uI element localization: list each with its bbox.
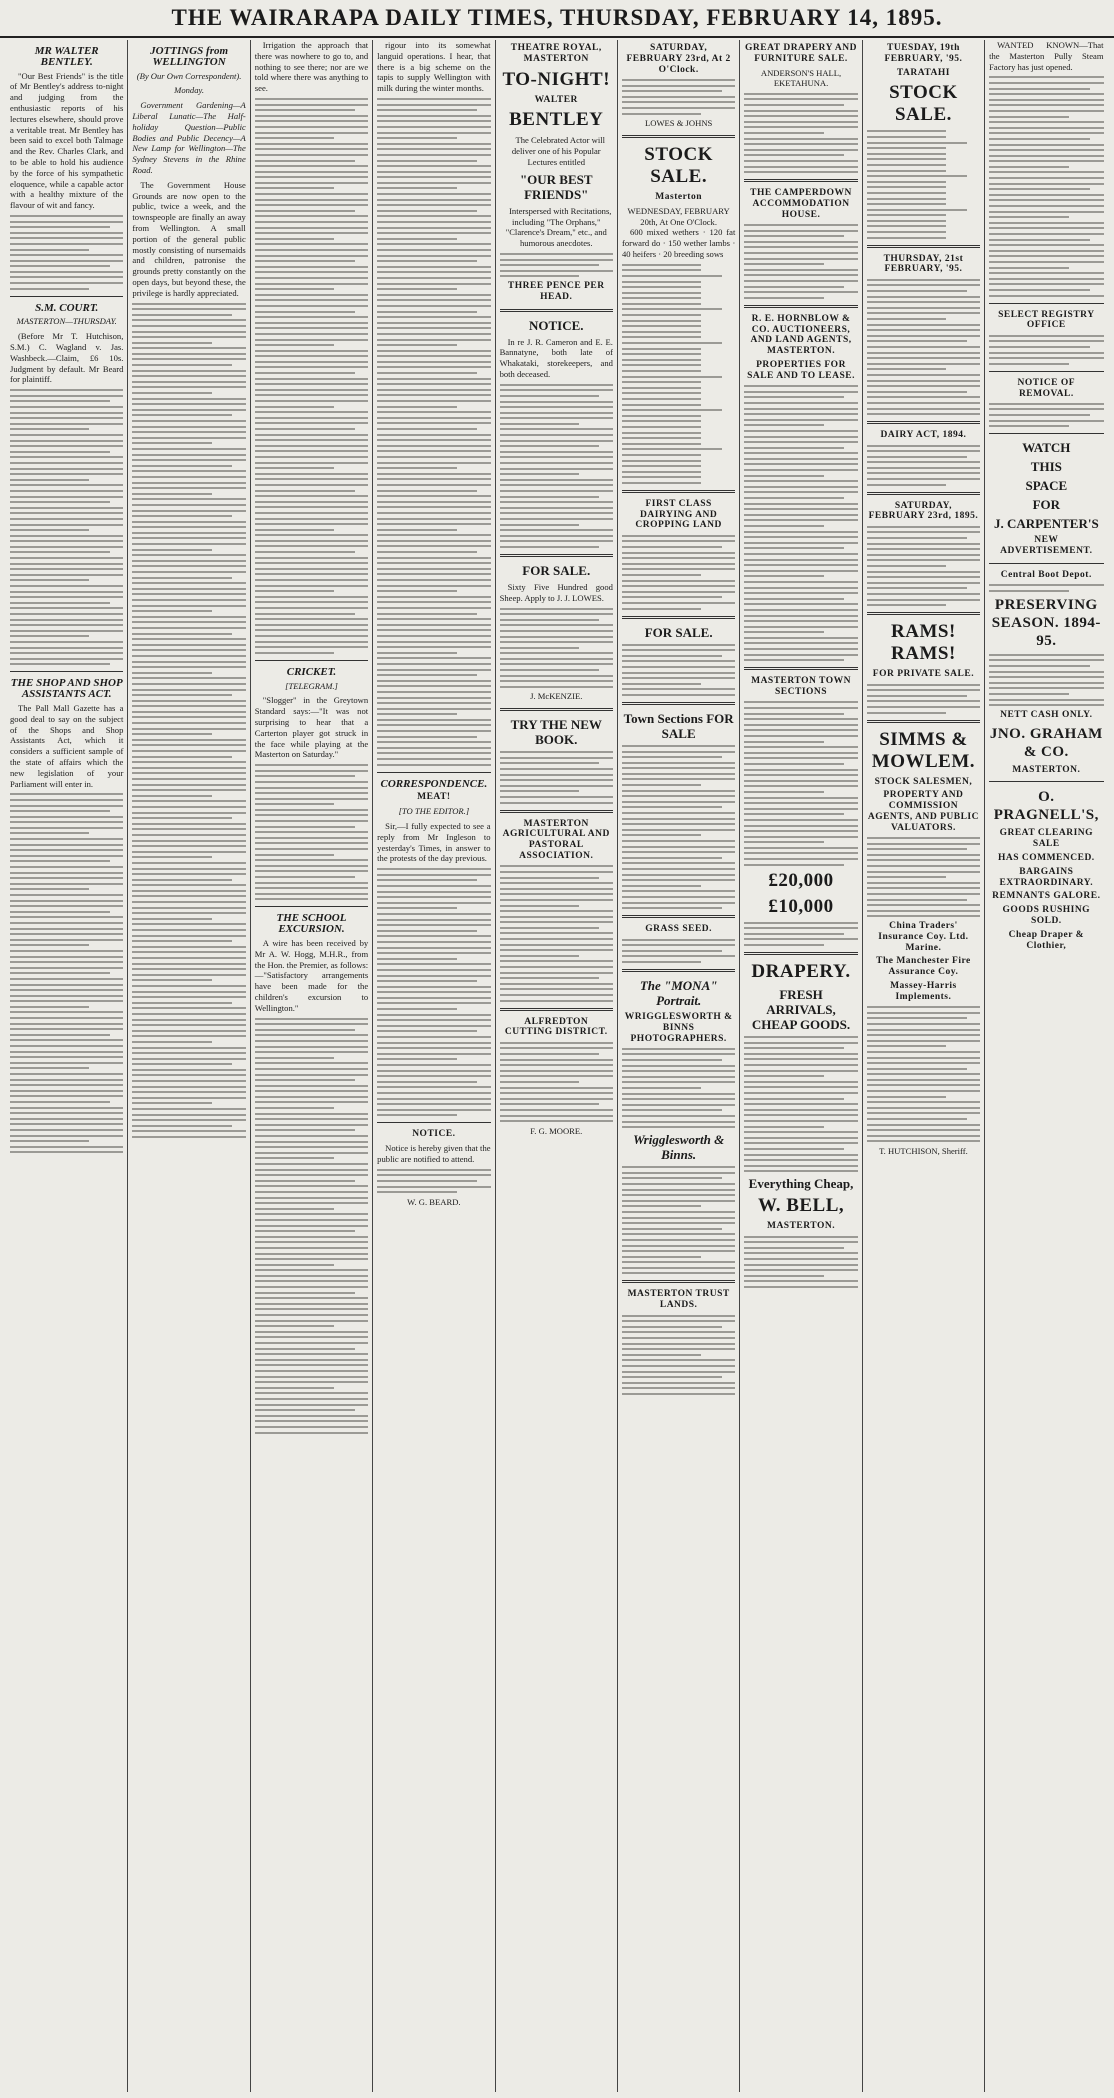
col7-top: GREAT DRAPERY AND FURNITURE SALE. <box>745 43 858 64</box>
col8-text-block-4 <box>867 526 980 606</box>
col9-wanted-known: WANTED KNOWN—That the Masterton Pully Steam Factory has just opened. <box>989 40 1104 72</box>
col7-w-bell: W. BELL, <box>757 1195 845 1217</box>
col8-text-block-2 <box>867 279 980 415</box>
col5-for-sale: FOR SALE. <box>522 562 591 578</box>
col9-carpenters: J. CARPENTER'S <box>993 516 1099 532</box>
col8-sheriff: T. HUTCHISON, Sheriff. <box>879 1146 968 1157</box>
col2-body-1: Government Gardening—A Liberal Lunatic—The Half-holiday Question—Public Bodies and Public Decency—A New Lamp for Wellington—The Sydney Stevens in the Rhine Road. <box>132 100 246 175</box>
col7-text-block-3 <box>744 701 857 865</box>
col5-bentley: BENTLEY <box>509 109 604 131</box>
col6-wrigglesworth: Wrigglesworth & Binns. <box>633 1132 725 1163</box>
col4-signature: W. G. BEARD. <box>407 1196 461 1207</box>
col3-body-3: A wire has been received by Mr A. W. Hogg, M.H.R., from the Hon. the Premier, as follows:—"Satisfactory arrangements have been made for the children's excursion to Wellington." <box>254 937 369 1013</box>
col4-heading-2: CORRESPONDENCE. <box>380 777 488 790</box>
col1-text-block-1 <box>10 215 123 290</box>
column-1 <box>6 40 128 2092</box>
col2-text-block <box>132 303 245 1138</box>
col4-heading-3: NOTICE. <box>412 1129 456 1140</box>
col9-this: THIS <box>1030 459 1062 475</box>
masthead <box>0 0 1114 38</box>
col8-manchester: The Manchester Fire Assurance Coy. <box>876 956 971 978</box>
col9-remnants: REMNANTS GALORE. <box>992 891 1101 902</box>
col7-loan-20000: £20,000 <box>768 869 834 891</box>
col1-text-block-3 <box>10 793 123 1153</box>
col4-body-1: rigour into its somewhat languid operations. I hear, that there is a big scheme on the tapis to supply Wellington with milk during the winter months. <box>377 40 491 94</box>
col8-text-block-3 <box>867 445 980 486</box>
col6-text-block-4 <box>622 745 735 909</box>
col9-boot-depot: Central Boot Depot. <box>1000 569 1092 580</box>
col3-heading-3: THE SCHOOL EXCURSION. <box>276 912 347 936</box>
col5-walter: WALTER <box>534 94 578 105</box>
col6-text-block-2 <box>622 535 735 610</box>
col5-text-block-4 <box>500 751 613 803</box>
col5-body-1b: Interspersed with Recitations, including "The Orphans," "Clarence's Dream," etc., and humorous anecdotes. <box>505 205 612 249</box>
col9-for: FOR <box>1032 497 1061 513</box>
col5-text-block-1 <box>500 253 613 277</box>
col3-text-block-2 <box>255 764 368 900</box>
col9-commenced: HAS COMMENCED. <box>997 852 1095 863</box>
col1-text-block-2 <box>10 389 123 665</box>
col6-sign-0: LOWES & JOHNS <box>644 118 713 129</box>
col8-dairy-act: DAIRY ACT, 1894. <box>880 430 967 441</box>
col5-alfredton: ALFREDTON CUTTING DISTRICT. <box>504 1016 608 1038</box>
col6-trust-lands: MASTERTON TRUST LANDS. <box>627 1289 730 1311</box>
col9-rushing: GOODS RUSHING SOLD. <box>1002 905 1091 926</box>
col7-hornblow: R. E. HORNBLOW & CO. AUCTIONEERS, AND LAND AGENTS, MASTERTON. <box>750 313 852 357</box>
col5-association: MASTERTON AGRICULTURAL AND PASTORAL ASSOCIATION. <box>502 818 610 861</box>
col5-body-3: Sixty Five Hundred good Sheep. Apply to J. J. LOWES. <box>499 581 613 603</box>
col2-heading-1: JOTTINGS from WELLINGTON <box>150 45 229 68</box>
col8-china-traders: China Traders' Insurance Coy. Ltd. Marine. <box>878 921 969 953</box>
col8-saturday: SATURDAY, FEBRUARY 23rd, 1895. <box>868 500 979 522</box>
column-4 <box>373 40 495 2092</box>
col5-tonight: TO-NIGHT! <box>502 68 611 90</box>
col4-sub-2b: [TO THE EDITOR.] <box>398 806 470 817</box>
col6-date: WEDNESDAY, FEBRUARY 20th, At One O'Clock. <box>627 205 730 227</box>
col1-body-1: "Our Best Friends" is the title of Mr Bentley's address to-night and judging from the enthusiastic reports of his lectures elsewhere, should prove a veritable treat. Mr Bentley has been said to excel both Talmage and the Rev. Charles Clark, and to be able to hold his audience by the force of his sympathetic eloquence, while a capable actor with a healthy mixture of the flavour of wit and fancy. <box>10 70 124 211</box>
col9-text-block-1 <box>989 76 1103 296</box>
col1-heading-1: MR WALTER BENTLEY. <box>34 45 99 68</box>
column-3 <box>251 40 373 2092</box>
col3-heading-2: CRICKET. <box>286 665 337 678</box>
column-9 <box>985 40 1107 2092</box>
col5-text-block-6 <box>500 1042 613 1122</box>
col9-watch: WATCH <box>1022 440 1071 456</box>
col8-text-block-5 <box>867 684 980 714</box>
col9-masterton: MASTERTON. <box>1012 764 1081 775</box>
col1-heading-3: THE SHOP AND SHOP ASSISTANTS ACT. <box>10 677 123 701</box>
col5-text-block-5 <box>500 865 613 1001</box>
col6-text-block-0 <box>622 79 735 115</box>
col8-stock-sale: STOCK SALE. <box>889 82 958 126</box>
col7-venue: ANDERSON'S HALL, EKETAHUNA. <box>760 67 842 89</box>
col4-text-block-3 <box>377 1169 490 1193</box>
col7-town-sections: MASTERTON TOWN SECTIONS <box>751 676 851 698</box>
column-8 <box>863 40 985 2092</box>
col8-rams: RAMS! RAMS! <box>891 621 956 665</box>
column-5 <box>496 40 618 2092</box>
col9-new-advt: NEW ADVERTISEMENT. <box>1000 535 1093 557</box>
col4-body-3: Notice is hereby given that the public are notified to attend. <box>377 1143 491 1164</box>
col7-fresh-arrivals: FRESH ARRIVALS, CHEAP GOODS. <box>751 987 851 1033</box>
col5-price: THREE PENCE PER HEAD. <box>507 280 605 302</box>
col6-location: Masterton <box>655 191 702 202</box>
col7-loan-10000: £10,000 <box>768 895 834 917</box>
col7-text-block-4 <box>744 922 857 946</box>
col9-text-block-2 <box>989 335 1103 365</box>
col5-lecture-title: "OUR BEST FRIENDS" <box>519 171 593 202</box>
col5-text-block-3 <box>500 608 613 688</box>
col4-body-2: Sir,—I fully expected to see a reply from Mr Ingleson to yesterday's Times, in answer to the protests of the day previous. <box>377 821 491 864</box>
col3-body-1: Irrigation the approach that there was nowhere to go to, and nothing to see there; nor are we told where there was anything to see. <box>254 40 369 94</box>
col6-grass-seed: GRASS SEED. <box>645 924 713 935</box>
col7-everything-cheap: Everything Cheap, <box>748 1176 854 1192</box>
col6-text-block-6 <box>622 1048 735 1128</box>
col8-top: TUESDAY, 19th FEBRUARY, '95. <box>884 43 963 64</box>
col6-top: SATURDAY, FEBRUARY 23rd, At 2 O'Clock. <box>626 43 731 75</box>
col9-text-block-4 <box>989 584 1103 592</box>
column-2 <box>128 40 250 2092</box>
col8-agents: PROPERTY AND COMMISSION AGENTS, AND PUBLIC VALUATORS. <box>867 790 979 833</box>
col7-text-block-2 <box>744 385 857 661</box>
col5-venue: THEATRE ROYAL, MASTERTON <box>510 43 602 64</box>
col9-pragnell: O. PRAGNELL'S, <box>993 789 1099 824</box>
col9-bargains: BARGAINS EXTRAORDINARY. <box>999 866 1094 888</box>
col6-dairying: FIRST CLASS DAIRYING AND CROPPING LAND <box>635 498 722 531</box>
col7-drapery: DRAPERY. <box>751 961 851 983</box>
col9-space: SPACE <box>1025 478 1068 494</box>
col9-graham: JNO. GRAHAM & CO. <box>989 725 1103 760</box>
col4-text-block-1 <box>377 98 490 766</box>
col6-text-block-7 <box>622 1166 735 1274</box>
col6-text-block-5 <box>622 939 735 963</box>
col6-stock-sale: STOCK SALE. <box>644 143 713 187</box>
col9-text-block-5 <box>989 654 1103 706</box>
col7-masterton: MASTERTON. <box>766 1221 836 1232</box>
col8-massey-harris: Massey-Harris Implements. <box>890 980 957 1002</box>
col3-text-block-3 <box>255 1018 368 1434</box>
col5-new-book: TRY THE NEW BOOK. <box>510 717 602 748</box>
col7-properties: PROPERTIES FOR SALE AND TO LEASE. <box>747 359 855 381</box>
col9-draper: Cheap Draper & Clothier, <box>1008 929 1085 951</box>
col5-sign-3: J. McKENZIE. <box>530 691 583 702</box>
col6-mona-portrait: The "MONA" Portrait. <box>639 977 718 1008</box>
col8-simms-mowlem: SIMMS & MOWLEM. <box>871 728 976 772</box>
col5-sign-6: F. G. MOORE. <box>530 1125 583 1136</box>
col7-camperdown: THE CAMPERDOWN ACCOMMODATION HOUSE. <box>750 188 852 220</box>
col4-sub-2: MEAT! <box>417 792 451 803</box>
col9-nett-cash: NETT CASH ONLY. <box>1000 709 1093 720</box>
col8-private-sale: FOR PRIVATE SALE. <box>872 669 975 680</box>
col7-text-block-5 <box>744 1036 857 1172</box>
columns <box>6 40 1108 2092</box>
col9-preserving: PRESERVING SEASON. 1894-95. <box>991 596 1101 649</box>
col8-stock-salesmen: STOCK SALESMEN, <box>874 776 973 787</box>
col2-body-2: The Government House Grounds are now open to the public, twice a week, and the townspeople are finally an away from Wellington. A small portion of the general public mostly consisting of nursemaids and children, patronise the grounds pretty constantly on the open days, but beyond these, the privilege is hardly appreciated. <box>132 179 246 298</box>
col2-sub-1b: Monday. <box>174 85 204 96</box>
col3-body-2: "Slogger" in the Greytown Standard says:—"It was not surprising to hear that a Carterton player got struck in the face while playing at the Masterton on Saturday." <box>254 695 369 760</box>
col6-text-block-3 <box>622 644 735 696</box>
col9-text-block-3 <box>989 403 1103 427</box>
col1-sub-2: MASTERTON—THURSDAY. <box>16 316 117 327</box>
col8-text-block-7 <box>867 1006 980 1142</box>
newspaper-title: THE WAIRARAPA DAILY TIMES, THURSDAY, FEBRUARY 14, 1895. <box>171 5 943 30</box>
col9-clearing: GREAT CLEARING SALE <box>999 828 1094 850</box>
col6-town-sections: Town Sections FOR SALE <box>623 710 734 741</box>
column-6 <box>618 40 740 2092</box>
col6-text-block-1 <box>622 264 735 484</box>
col3-text-block-1 <box>255 98 368 654</box>
col8-thursday: THURSDAY, 21st FEBRUARY, '95. <box>883 253 964 275</box>
col1-body-2: (Before Mr T. Hutchison, S.M.) C. Wagland v. Jas. Washbeck.—Claim, £6 10s. Judgment by default. Mr Beard for plaintiff. <box>10 331 124 385</box>
col9-registry: SELECT REGISTRY OFFICE <box>998 309 1095 331</box>
col3-sub-2: [TELEGRAM.] <box>285 680 338 691</box>
col5-notice: NOTICE. <box>528 317 584 333</box>
col6-for-sale: FOR SALE. <box>644 624 713 640</box>
col6-text-block-8 <box>622 1315 735 1395</box>
col1-heading-2: S.M. COURT. <box>35 301 99 314</box>
col4-text-block-2 <box>377 868 490 1116</box>
col6-list: 600 mixed wethers · 120 fat forward do · 150 wether lambs · 40 heifers · 20 breeding sows <box>621 227 736 259</box>
col5-body-2: In re J. R. Cameron and E. E. Bannatyne, both late of Whakataki, storekeepers, and both deceased. <box>499 336 613 379</box>
col8-text-block-6 <box>867 837 980 917</box>
col8-taratahi: TARATAHI <box>896 67 950 78</box>
col2-sub-1: (By Our Own Correspondent). <box>136 70 242 81</box>
col8-text-block-1 <box>867 130 980 238</box>
column-7 <box>740 40 862 2092</box>
col7-text-block-0 <box>744 93 857 173</box>
col7-text-block-1 <box>744 224 857 299</box>
col1-body-3: The Pall Mall Gazette has a good deal to say on the subject of the Shops and Shop Assistants Act, which it considers a sufficient sample of the state of affairs which the new legislation of your Parliament will enter in. <box>10 702 124 789</box>
col5-text-block-2 <box>500 384 613 548</box>
col6-photographers: WRIGGLESWORTH & BINNS PHOTOGRAPHERS. <box>624 1011 733 1044</box>
col9-removal: NOTICE OF REMOVAL. <box>1017 377 1076 399</box>
col5-body-1: The Celebrated Actor will deliver one of his Popular Lectures entitled <box>511 135 605 167</box>
col7-text-block-6 <box>744 1236 857 1288</box>
